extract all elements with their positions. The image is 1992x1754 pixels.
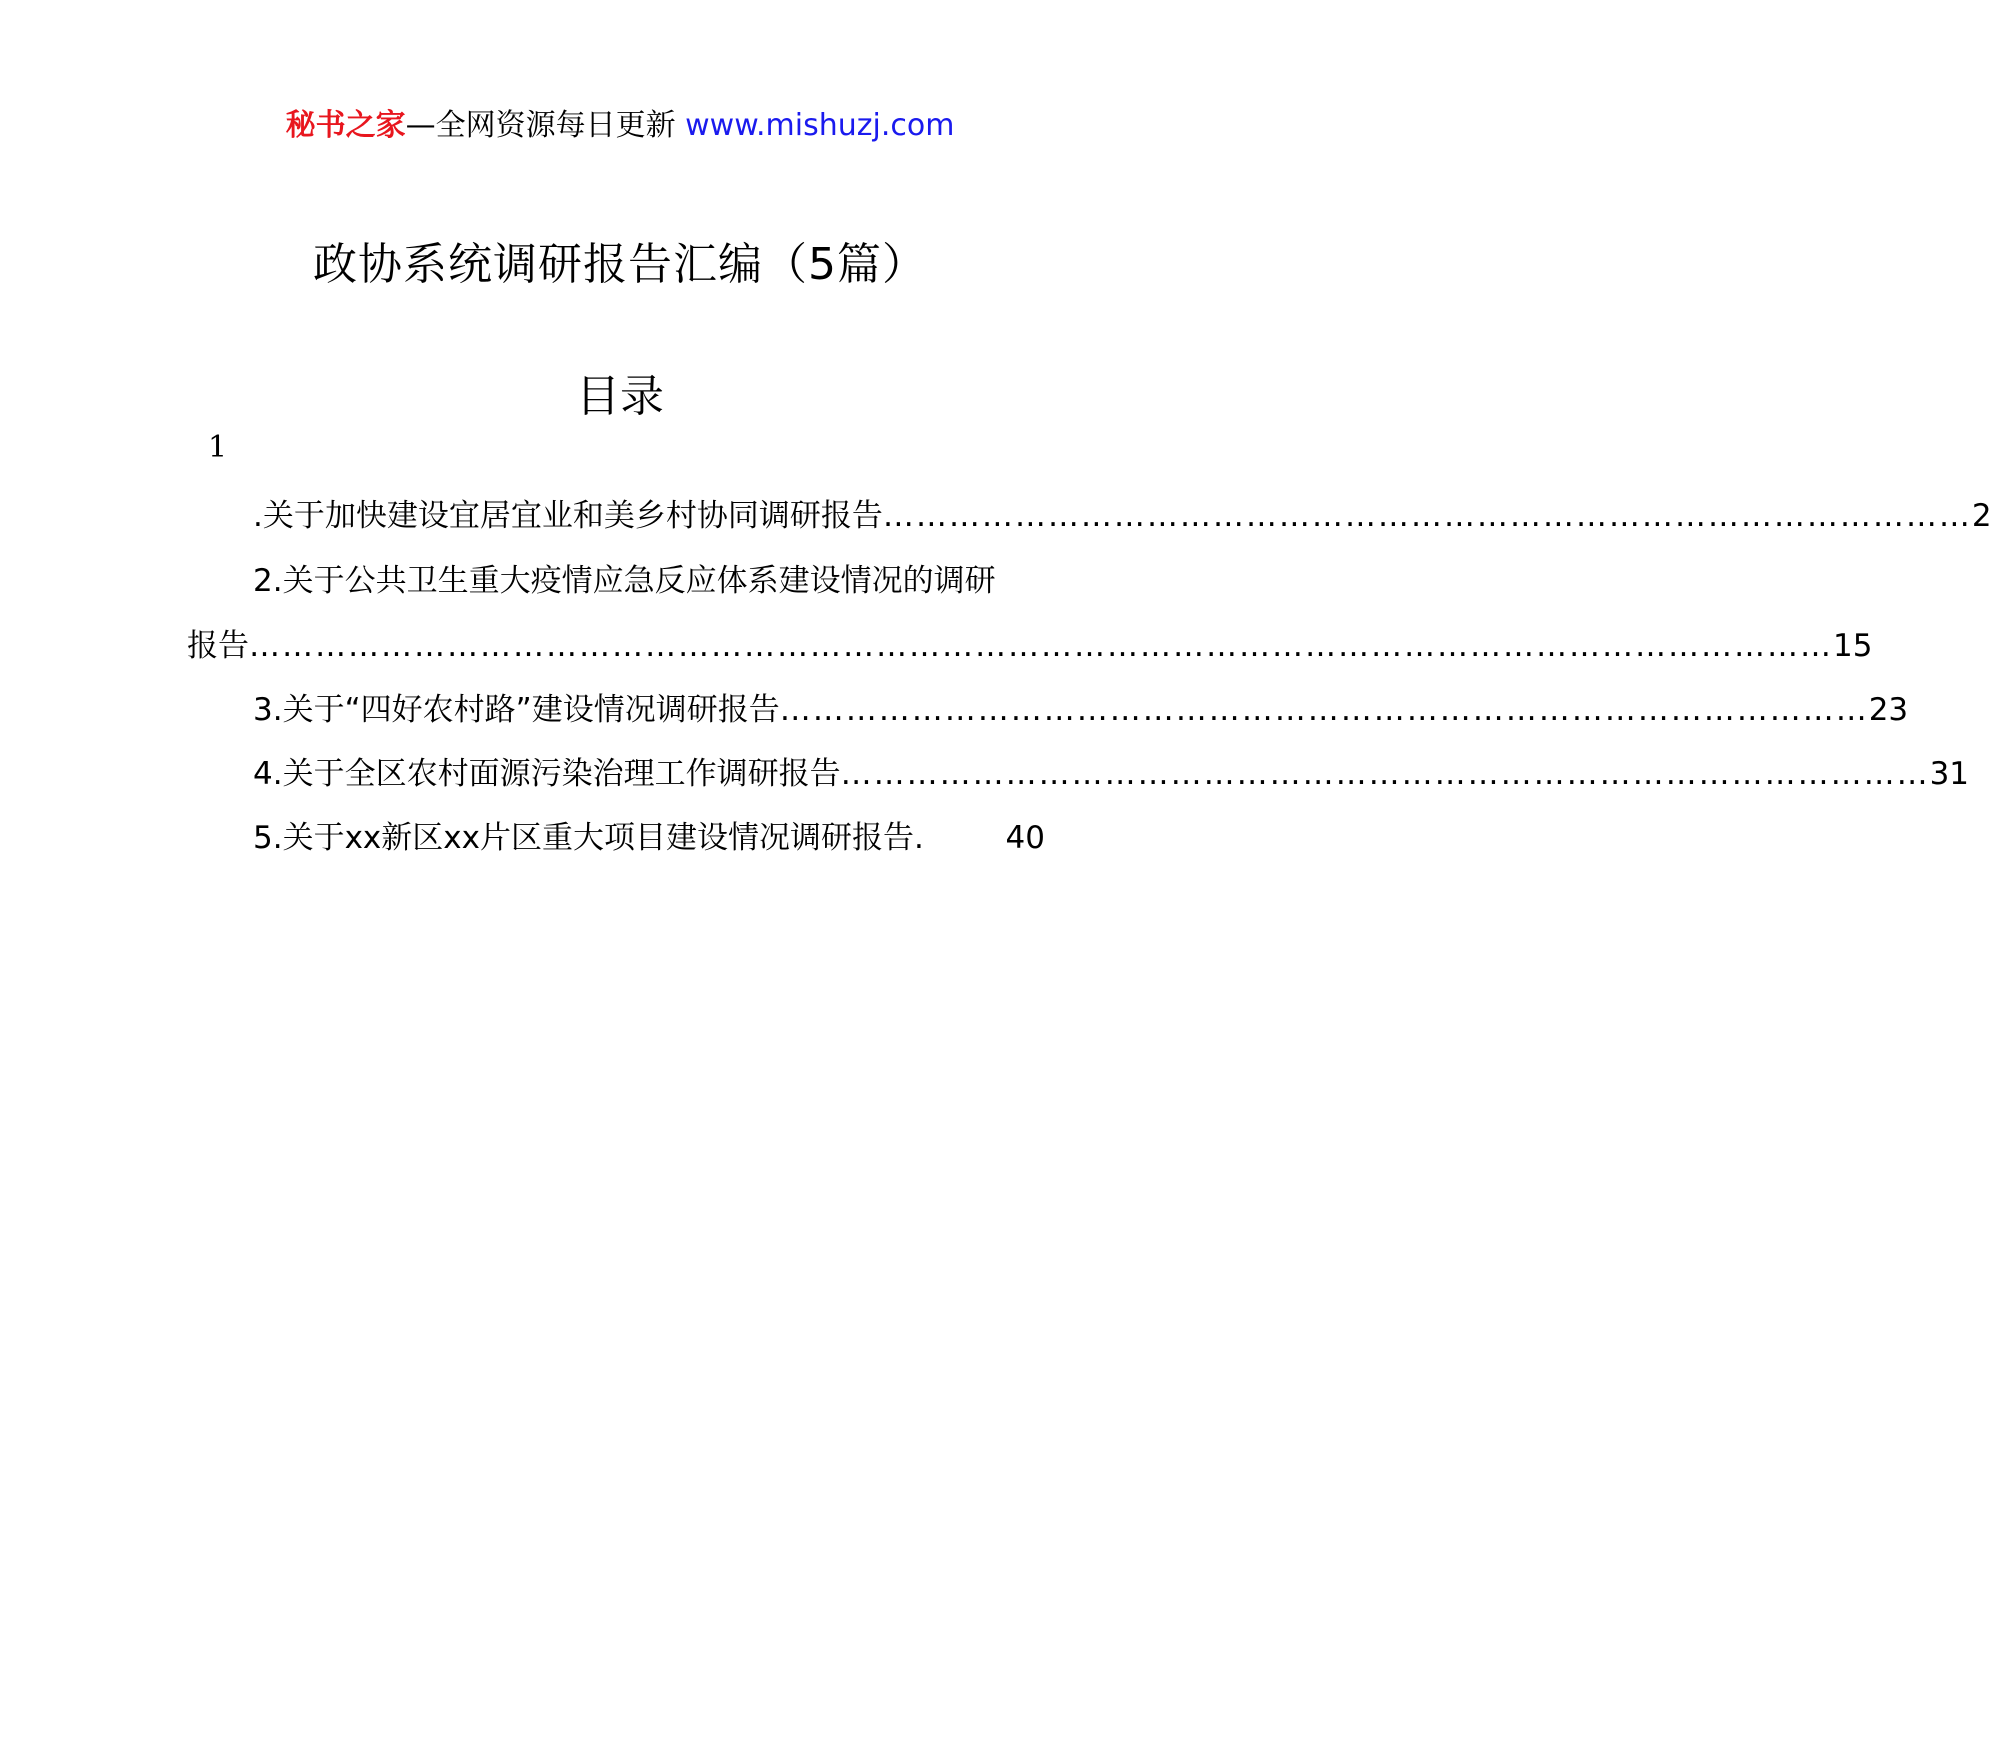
toc-page-number: 15 — [1833, 628, 1873, 664]
header-tagline: —全网资源每日更新 — [405, 108, 676, 143]
toc-leader-dots: ……………………………………………………………………………………… — [779, 692, 1869, 728]
toc-entry-text: 报告 — [187, 628, 249, 664]
toc-entry-1[interactable] — [253, 490, 1992, 535]
document-title: 政协系统调研报告汇编（5篇） — [313, 239, 927, 290]
toc-entry-2-line1[interactable]: 2.关于公共卫生重大疫情应急反应体系建设情况的调研 — [253, 563, 996, 599]
toc-leader-dots: ……………………………………………………………………………………… — [840, 756, 1930, 792]
site-header — [0, 100, 1240, 144]
toc-entry-text: 3.关于“四好农村路”建设情况调研报告 — [253, 692, 780, 728]
toc-leader-dots: ……………………………………………………………………………………… — [882, 498, 1972, 534]
toc-page-number: 40 — [1005, 820, 1045, 856]
toc-entry-5[interactable] — [253, 812, 1045, 857]
toc-entry-4[interactable] — [253, 748, 1970, 793]
site-url-link[interactable]: www.mishuzj.com — [685, 108, 955, 143]
toc-entry-text: .关于加快建设宜居宜业和美乡村协同调研报告 — [253, 498, 883, 534]
toc-entry-3[interactable] — [253, 684, 1909, 729]
toc-entry-2[interactable] — [187, 620, 1873, 665]
toc-leader-dots: ……………………………………………………………………………………………………………………………… — [249, 628, 1833, 664]
brand-name: 秘书之家 — [285, 108, 406, 143]
toc-heading: 目录 — [576, 371, 664, 422]
toc-page-number: 31 — [1929, 756, 1970, 792]
stray-list-number: 1 — [208, 430, 228, 465]
toc-page-number: 23 — [1868, 692, 1909, 728]
toc-page-number: 2 — [1971, 498, 1992, 534]
toc-entry-text: 4.关于全区农村面源污染治理工作调研报告 — [253, 756, 841, 792]
toc-entry-text: 5.关于xx新区xx片区重大项目建设情况调研报告. — [253, 820, 924, 856]
